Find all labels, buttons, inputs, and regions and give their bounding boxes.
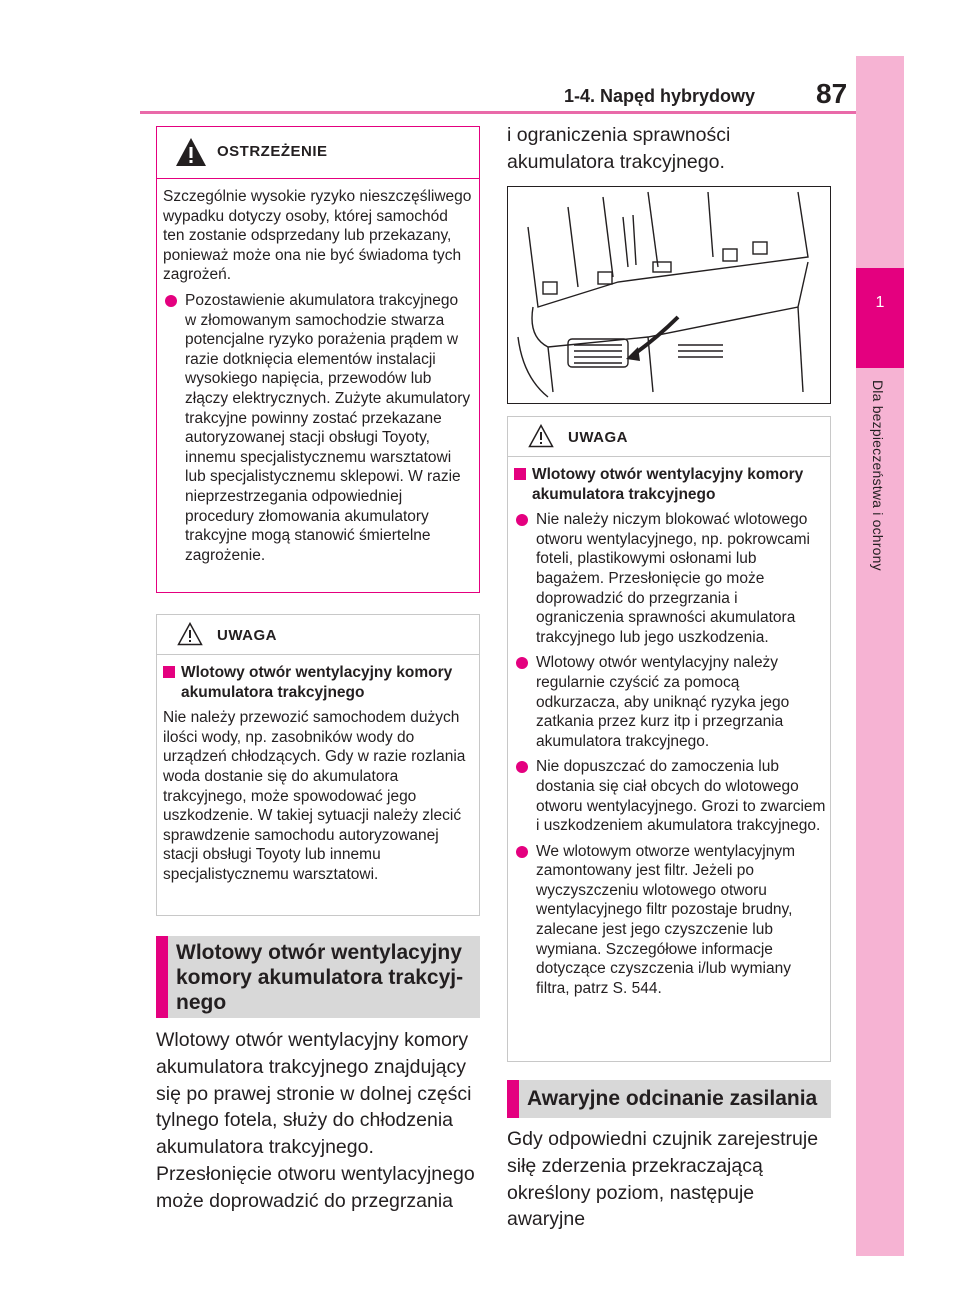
rear-seat-drawing bbox=[508, 187, 829, 402]
caution-triangle-icon bbox=[528, 424, 554, 448]
caution-title: UWAGA bbox=[217, 627, 277, 644]
caution-box-2 bbox=[507, 416, 831, 1062]
caution-bullet: Nie dopuszczać do zamoczenia lub dostania się ciał obcych do wlotowego otworu wentylacyjnego. Grozi to zwarciem i uszkodzeniem akumulatora trakcyjnego. bbox=[514, 757, 826, 835]
caution-text: Nie należy przewozić samochodem dużych ilości wody, np. zasobników wody do urządzeń chłodzących. Gdy w razie rozlania woda dostanie się do akumulatora trakcyjnego, może spowodować jego uszkodzenie. W takiej sytuacji należy zlecić sprawdzenie samochodu autoryzowanej stacji obsługi Toyoty lub innemu specjalistycznemu warsztatowi. bbox=[163, 709, 466, 883]
caution-bullet: We wlotowym otworze wentylacyjnym zamontowany jest filtr. Jeżeli po wyczyszczeniu wlotowego otworu wentylacyjnego filtr pozostaje brudny, zalecane jest jego czyszczenie lub wymiana. Szczegółowe informacje dotyczące czyszczenia i/lub wymiany filtra, patrz S. 544. bbox=[514, 842, 826, 999]
chapter-number: 1 bbox=[856, 268, 904, 368]
section-heading-vent: Wlotowy otwór wentylacyjny komory akumulatora trakcyj-nego bbox=[156, 936, 480, 1018]
header-divider bbox=[140, 111, 856, 114]
rear-seat-illustration bbox=[507, 186, 831, 404]
section-title: 1-4. Napęd hybrydowy bbox=[564, 86, 756, 106]
caution-bullet: Nie należy niczym blokować wlotowego otworu wentylacyjnego, np. pokrowcami foteli, plastikowymi osłonami lub bagażem. Przesłonięcie go może doprowadzić do przegrzania i ograniczenia sprawności akumulatora trakcyjnego lub jego uszkodzenia. bbox=[514, 510, 826, 647]
caution-triangle-icon bbox=[177, 622, 203, 646]
warning-bullet: Pozostawienie akumulatora trakcyjnego w złomowanym samochodzie stwarza potencjalne ryzyko porażenia prądem w razie dotknięcia elementów instalacji wysokiego napięcia, przewodów lub złączy elektrycznych. Zużyte akumulatory trakcyjne powinny zostać przekazane autoryzowanej stacji obsługi Toyoty, innemu specjalistycznemu warsztatowi lub specjalistycznemu sklepowi. W razie nieprzestrzegania odpowiedniej procedury złomowania akumulatory trakcyjne mogą stanowić śmiertelne zagrożenie. bbox=[163, 291, 473, 565]
paragraph-vent: Wlotowy otwór wentylacyjny komory akumulatora trakcyjnego znajdujący się po prawej stronie w dolnej części tylnego fotela, służy do chłodzenia akumulatora trakcyjnego. Przesłonięcie otworu wentylacyjnego może doprowadzić do przegrzania bbox=[156, 1029, 475, 1212]
page-number: 87 bbox=[816, 78, 848, 109]
caution-box-1 bbox=[156, 614, 480, 916]
warning-title: OSTRZEŻENIE bbox=[217, 143, 328, 160]
caution-header bbox=[508, 417, 830, 457]
side-tab bbox=[856, 56, 904, 1256]
caution-heading: Wlotowy otwór wentylacyjny komory akumulatora trakcyjnego bbox=[514, 465, 826, 504]
caution-bullet: Wlotowy otwór wentylacyjny należy regularnie czyścić za pomocą odkurzacza, aby uniknąć ryzyka jego zatkania przez kurz itp i przegrzania akumulatora trakcyjnego. bbox=[514, 653, 826, 751]
warning-header bbox=[157, 127, 479, 179]
caution-title: UWAGA bbox=[568, 429, 628, 446]
warning-box bbox=[156, 126, 480, 593]
paragraph-continued: i ograniczenia sprawności akumulatora trakcyjnego. bbox=[507, 124, 731, 173]
warning-triangle-icon bbox=[175, 137, 207, 167]
warning-intro: Szczególnie wysokie ryzyko nieszczęśliwego wypadku dotyczy osoby, której samochód ten zostanie odsprzedany lub przekazany, ponieważ może ona nie być świadoma tych zagrożeń. bbox=[163, 188, 472, 284]
paragraph-emergency: Gdy odpowiedni czujnik zarejestruje siłę zderzenia przekraczającą określony poziom, następuje awaryjne bbox=[507, 1128, 819, 1231]
caution-heading: Wlotowy otwór wentylacyjny komory akumulatora trakcyjnego bbox=[163, 663, 475, 702]
caution-header bbox=[157, 615, 479, 655]
chapter-title: Dla bezpieczeństwa i ochrony bbox=[870, 380, 886, 571]
section-heading-emergency: Awaryjne odcinanie zasilania bbox=[507, 1080, 831, 1118]
